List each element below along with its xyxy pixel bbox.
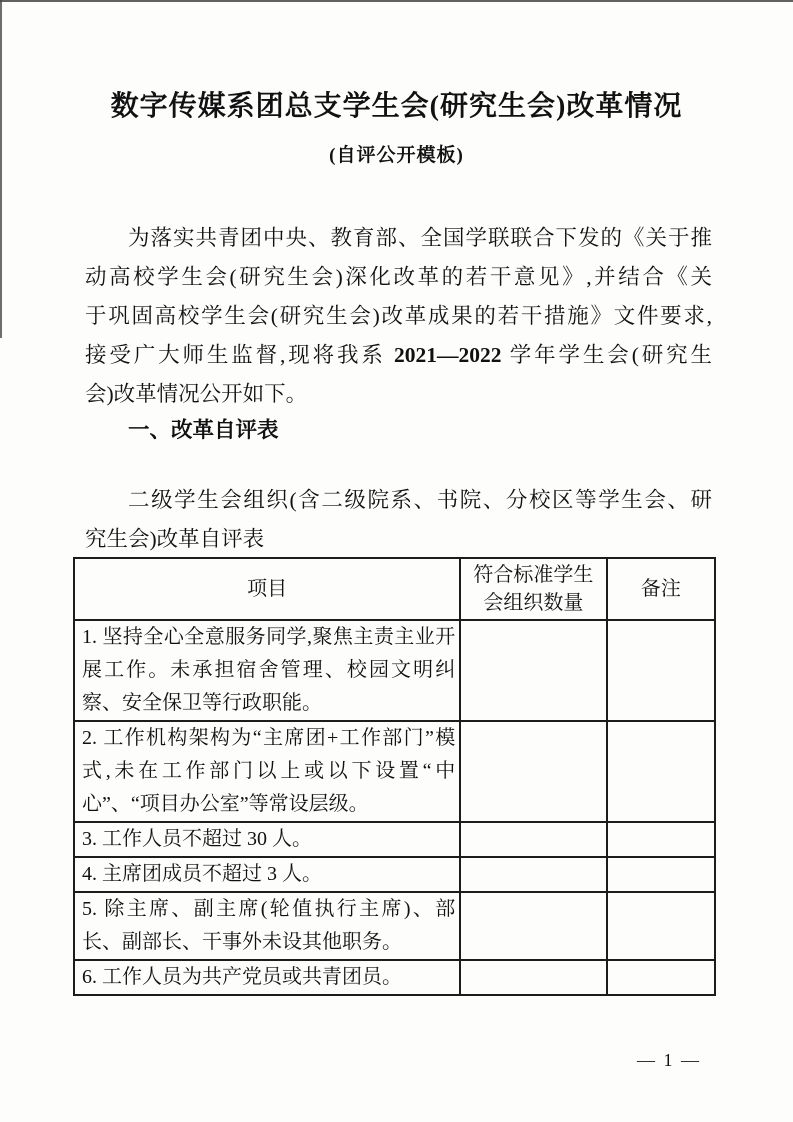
note-cell (607, 620, 715, 721)
note-cell (607, 721, 715, 822)
section-heading: 一、改革自评表 (128, 418, 279, 442)
intro-line-4-post: 学年学生会(研究生 (501, 343, 712, 367)
note-cell (607, 822, 715, 857)
note-cell (607, 857, 715, 892)
count-cell (460, 822, 606, 857)
table-header-row (74, 558, 715, 620)
table-row (74, 857, 715, 892)
table-row (74, 721, 715, 822)
table-row (74, 892, 715, 960)
table-caption (85, 481, 712, 559)
count-cell (460, 892, 606, 960)
note-cell (607, 960, 715, 995)
table-row (74, 822, 715, 857)
item-cell: 3. 工作人员不超过 30 人。 (74, 822, 460, 857)
intro-line-2: 动高校学生会(研究生会)深化改革的若干意见》,并结合《关 (85, 265, 712, 289)
table-caption-line-1: 二级学生会组织(含二级院系、书院、分校区等学生会、研 (128, 488, 712, 512)
table-row (74, 620, 715, 721)
item-cell: 1. 坚持全心全意服务同学,聚焦主责主业开展工作。未承担宿舍管理、校园文明纠察、安全保卫等行政职能。 (74, 620, 460, 721)
item-cell: 5. 除主席、副主席(轮值执行主席)、部长、副部长、干事外未设其他职务。 (74, 892, 460, 960)
intro-line-5: 会)改革情况公开如下。 (85, 382, 308, 406)
table-header-count: 符合标准学生会组织数量 (460, 558, 606, 620)
scan-edge-left-artifact (0, 0, 2, 338)
item-cell: 4. 主席团成员不超过 3 人。 (74, 857, 460, 892)
count-cell (460, 960, 606, 995)
page-subtitle: (自评公开模板) (329, 145, 464, 166)
note-cell (607, 892, 715, 960)
table-header-item: 项目 (74, 558, 460, 620)
school-year-range: 2021—2022 (394, 343, 502, 367)
self-evaluation-table (73, 557, 716, 996)
item-cell: 6. 工作人员为共产党员或共青团员。 (74, 960, 460, 995)
intro-line-1: 为落实共青团中央、教育部、全国学联联合下发的《关于推 (128, 226, 712, 250)
count-cell (460, 857, 606, 892)
intro-line-3: 于巩固高校学生会(研究生会)改革成果的若干措施》文件要求, (85, 304, 712, 328)
page-number: — 1 — (637, 1050, 701, 1070)
scan-edge-top-artifact (0, 0, 793, 2)
table-header-note: 备注 (607, 558, 715, 620)
item-cell: 2. 工作机构架构为“主席团+工作部门”模式,未在工作部门以上或以下设置“中心”、“项目办公室”等常设层级。 (74, 721, 460, 822)
count-cell (460, 721, 606, 822)
count-cell (460, 620, 606, 721)
page-title: 数字传媒系团总支学生会(研究生会)改革情况 (110, 91, 683, 122)
intro-line-4 (85, 336, 712, 375)
intro-paragraph (85, 219, 712, 414)
table-caption-line-2: 究生会)改革自评表 (85, 527, 265, 551)
table-row (74, 960, 715, 995)
intro-line-4-pre: 接受广大师生监督,现将我系 (85, 343, 395, 367)
